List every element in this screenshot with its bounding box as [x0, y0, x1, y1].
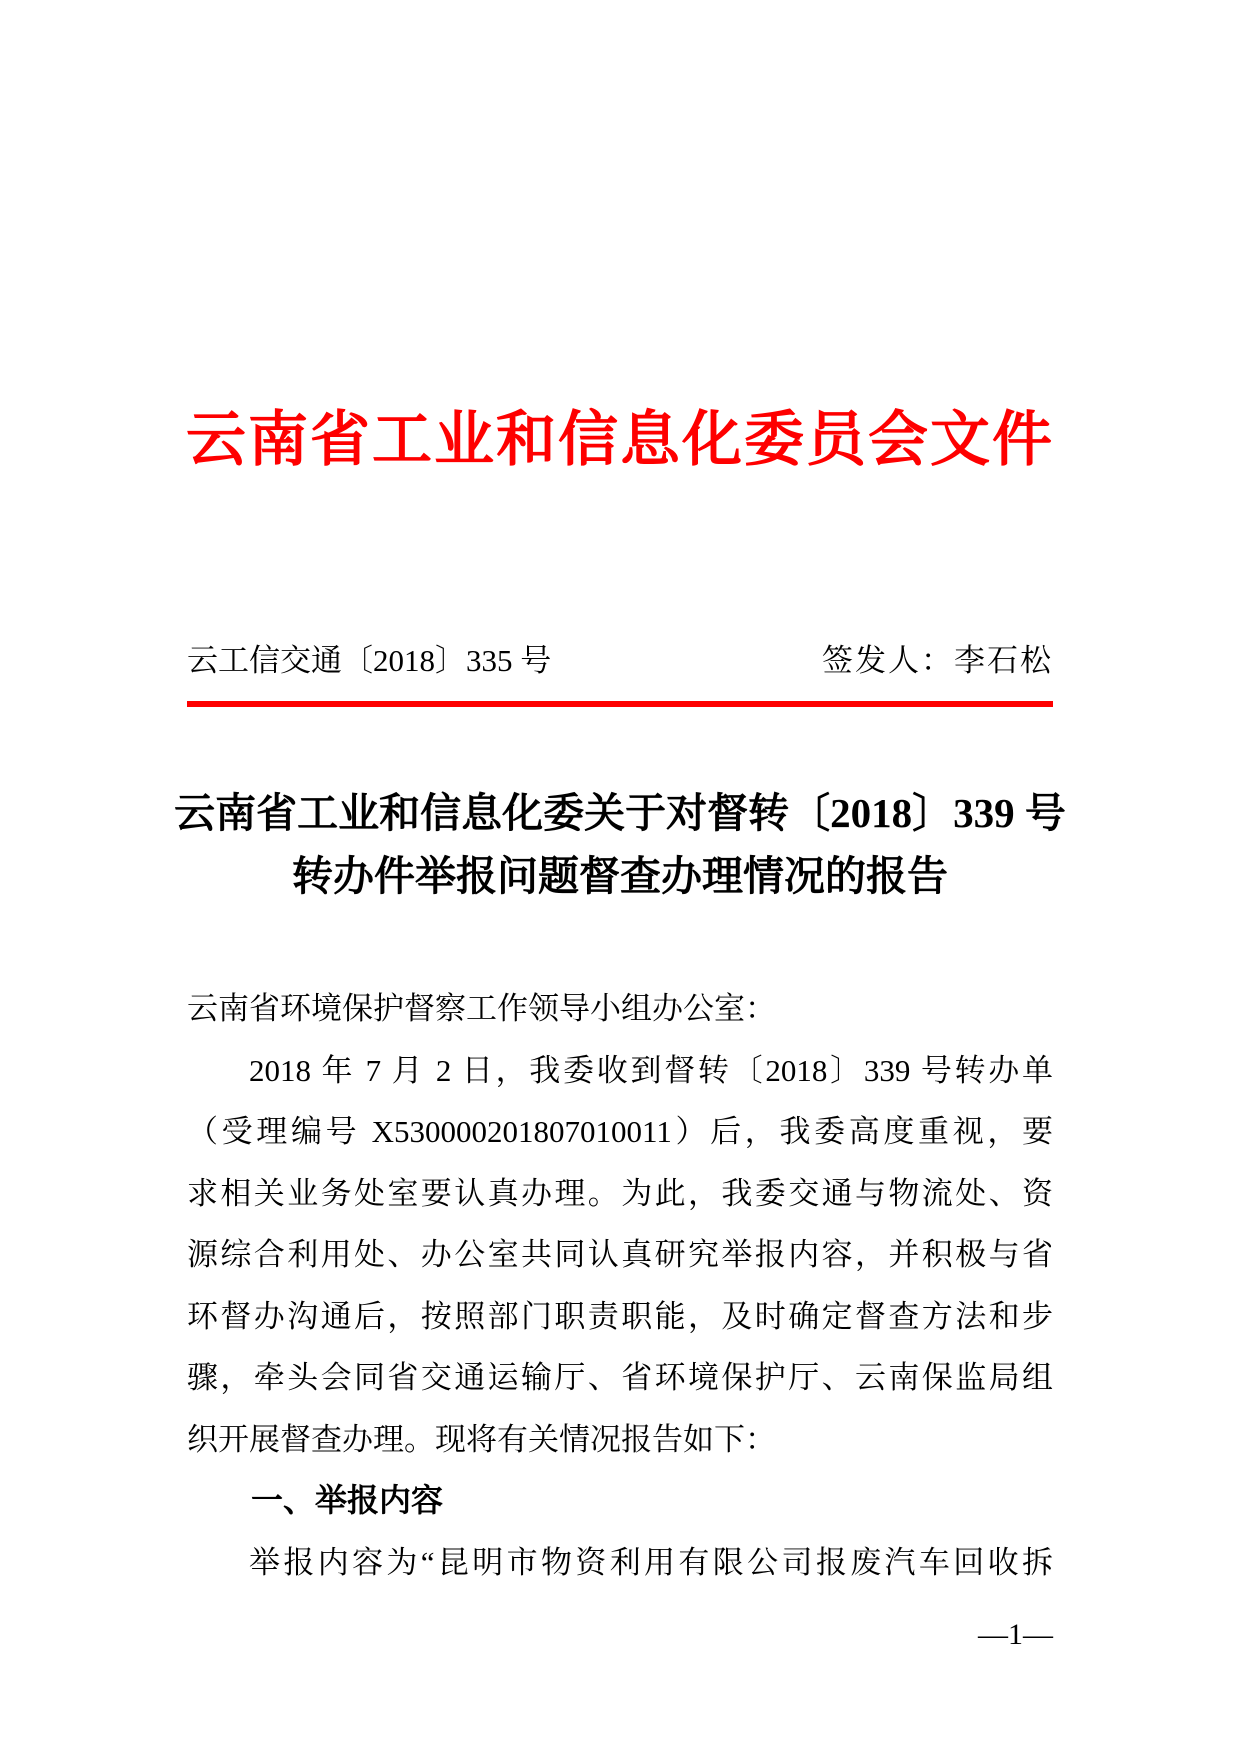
agency-header-title: 云南省工业和信息化委员会文件 [186, 407, 1054, 473]
document-body [187, 978, 1053, 1593]
body-line: （受理编号 X530000201807010011）后，我委高度重视，要 [187, 1114, 1053, 1149]
body-line: 2018 年 7 月 2 日，我委收到督转〔2018〕339 号转办单 [249, 1052, 1053, 1088]
body-line: 环督办沟通后，按照部门职责职能，及时确定督查方法和步 [187, 1298, 1053, 1334]
body-line: 织开展督查办理。现将有关情况报告如下： [187, 1421, 776, 1457]
document-number: 云工信交通〔2018〕335 号 [187, 643, 552, 678]
section-heading: 一、举报内容 [251, 1482, 444, 1518]
document-number-row [187, 642, 1053, 680]
document-title-line2: 转办件举报问题督查办理情况的报告 [292, 853, 948, 899]
red-divider-line [187, 701, 1053, 707]
body-line: 骤，牵头会同省交通运输厅、省环境保护厅、云南保监局组 [187, 1360, 1053, 1395]
body-line: 源综合利用处、办公室共同认真研究举报内容，并积极与省 [187, 1237, 1053, 1272]
document-title-line1: 云南省工业和信息化委关于对督转〔2018〕339 号 [174, 790, 1066, 836]
signer-name: 签发人：李石松 [822, 643, 1053, 678]
document-title [0, 782, 1240, 908]
page-number: —1— [978, 1618, 1053, 1651]
salutation-line: 云南省环境保护督察工作领导小组办公室： [187, 991, 776, 1026]
body-line: 举报内容为“昆明市物资利用有限公司报废汽车回收拆 [249, 1544, 1053, 1580]
body-line: 求相关业务处室要认真办理。为此，我委交通与物流处、资 [187, 1175, 1053, 1211]
